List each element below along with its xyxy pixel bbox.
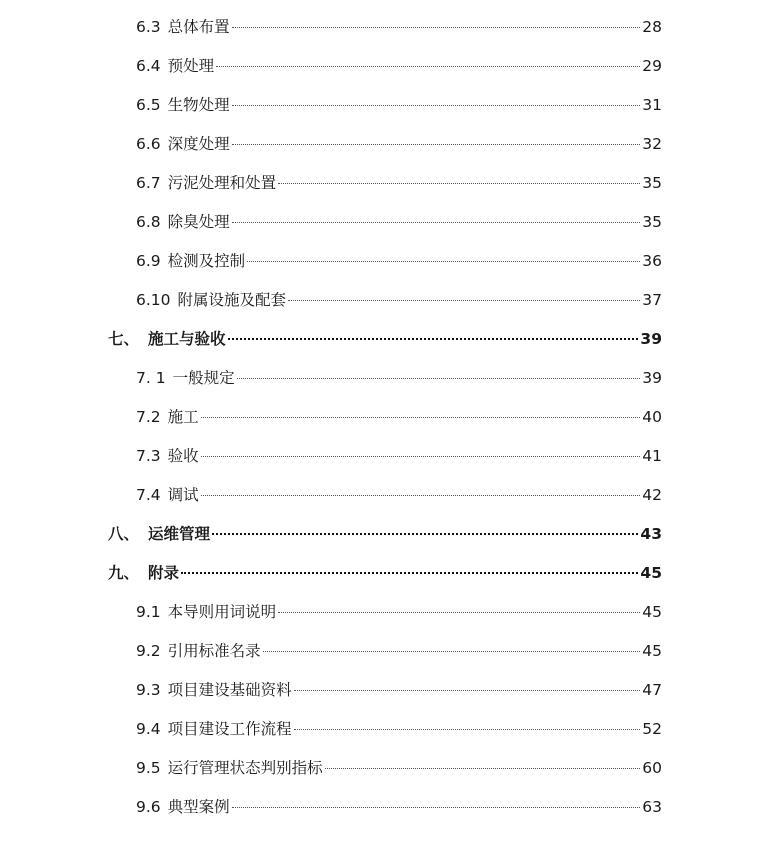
toc-entry-number: 9.1 — [136, 603, 161, 621]
dot-leader — [232, 144, 641, 145]
toc-chapter-number: 七、 — [108, 330, 140, 348]
toc-entry-title: 检测及控制 — [167, 252, 246, 270]
toc-entry-number: 6.10 — [136, 291, 171, 309]
toc-entry-title: 一般规定 — [172, 369, 235, 387]
toc-entry-7-1[interactable] — [0, 358, 779, 396]
dot-leader — [181, 572, 638, 574]
toc-entry-9-4[interactable] — [0, 709, 779, 747]
toc-entry-page: 39 — [640, 330, 662, 348]
toc-entry-6-9[interactable] — [0, 241, 779, 279]
toc-entry-page: 47 — [642, 681, 662, 699]
dot-leader — [294, 690, 641, 691]
toc-entry-page: 37 — [642, 291, 662, 309]
toc-entry-title: 深度处理 — [167, 135, 230, 153]
dot-leader — [237, 378, 641, 379]
toc-entry-title: 本导则用词说明 — [167, 603, 277, 621]
dot-leader — [288, 300, 640, 301]
toc-entry-title: 除臭处理 — [167, 213, 230, 231]
toc-entry-9-5[interactable] — [0, 748, 779, 786]
dot-leader — [201, 456, 641, 457]
toc-entry-page: 45 — [642, 603, 662, 621]
toc-chapter-title: 附录 — [148, 564, 180, 582]
dot-leader — [325, 768, 641, 769]
toc-entry-page: 36 — [642, 252, 662, 270]
toc-entry-6-6[interactable] — [0, 124, 779, 162]
toc-entry-number: 6.3 — [136, 18, 161, 36]
toc-entry-page: 52 — [642, 720, 662, 738]
toc-entry-page: 35 — [642, 174, 662, 192]
dot-leader — [216, 66, 640, 67]
dot-leader — [278, 612, 640, 613]
toc-entry-title: 总体布置 — [167, 18, 230, 36]
toc-entry-number: 6.9 — [136, 252, 161, 270]
toc-entry-6-10[interactable] — [0, 280, 779, 318]
toc-entry-number: 9.4 — [136, 720, 161, 738]
toc-entry-6-4[interactable] — [0, 46, 779, 84]
toc-entry-chapter-8[interactable] — [0, 514, 779, 552]
toc-entry-6-8[interactable] — [0, 202, 779, 240]
toc-entry-page: 28 — [642, 18, 662, 36]
toc-entry-number: 7. 1 — [136, 369, 166, 387]
toc-entry-6-5[interactable] — [0, 85, 779, 123]
toc-entry-9-2[interactable] — [0, 631, 779, 669]
dot-leader — [247, 261, 640, 262]
toc-entry-number: 7.4 — [136, 486, 161, 504]
toc-entry-title: 污泥处理和处置 — [167, 174, 277, 192]
toc-entry-number: 6.8 — [136, 213, 161, 231]
toc-chapter-number: 九、 — [108, 564, 140, 582]
toc-entry-page: 41 — [642, 447, 662, 465]
dot-leader — [232, 807, 641, 808]
toc-entry-page: 39 — [642, 369, 662, 387]
toc-entry-9-3[interactable] — [0, 670, 779, 708]
toc-entry-9-6[interactable] — [0, 787, 779, 825]
toc-entry-page: 45 — [642, 642, 662, 660]
toc-entry-7-2[interactable] — [0, 397, 779, 435]
dot-leader — [232, 222, 641, 223]
dot-leader — [232, 105, 641, 106]
toc-chapter-number: 八、 — [108, 525, 140, 543]
toc-entry-number: 6.7 — [136, 174, 161, 192]
toc-entry-number: 7.3 — [136, 447, 161, 465]
toc-entry-number: 9.5 — [136, 759, 161, 777]
toc-entry-number: 7.2 — [136, 408, 161, 426]
toc-entry-number: 9.3 — [136, 681, 161, 699]
toc-entry-title: 引用标准名录 — [167, 642, 261, 660]
dot-leader — [263, 651, 641, 652]
dot-leader — [228, 338, 639, 340]
toc-entry-title: 典型案例 — [167, 798, 230, 816]
toc-entry-page: 63 — [642, 798, 662, 816]
toc-entry-page: 31 — [642, 96, 662, 114]
toc-entry-page: 60 — [642, 759, 662, 777]
toc-entry-number: 6.4 — [136, 57, 161, 75]
toc-entry-6-3[interactable] — [0, 7, 779, 45]
toc-entry-page: 42 — [642, 486, 662, 504]
toc-entry-page: 29 — [642, 57, 662, 75]
toc-entry-page: 43 — [640, 525, 662, 543]
toc-entry-page: 40 — [642, 408, 662, 426]
toc-entry-title: 运行管理状态判别指标 — [167, 759, 323, 777]
dot-leader — [201, 495, 641, 496]
toc-chapter-title: 施工与验收 — [148, 330, 226, 348]
toc-entry-title: 验收 — [167, 447, 199, 465]
toc-entry-chapter-9[interactable] — [0, 553, 779, 591]
toc-entry-7-3[interactable] — [0, 436, 779, 474]
toc-entry-7-4[interactable] — [0, 475, 779, 513]
toc-entry-9-1[interactable] — [0, 592, 779, 630]
toc-entry-page: 35 — [642, 213, 662, 231]
dot-leader — [201, 417, 641, 418]
toc-entry-title: 施工 — [167, 408, 199, 426]
toc-entry-number: 9.2 — [136, 642, 161, 660]
dot-leader — [212, 533, 638, 535]
dot-leader — [232, 27, 641, 28]
toc-entry-number: 9.6 — [136, 798, 161, 816]
toc-chapter-title: 运维管理 — [148, 525, 211, 543]
dot-leader — [294, 729, 641, 730]
toc-entry-number: 6.6 — [136, 135, 161, 153]
toc-entry-title: 附属设施及配套 — [177, 291, 287, 309]
toc-entry-page: 32 — [642, 135, 662, 153]
toc-entry-chapter-7[interactable] — [0, 319, 779, 357]
toc-entry-title: 项目建设基础资料 — [167, 681, 292, 699]
toc-entry-title: 预处理 — [167, 57, 215, 75]
toc-entry-title: 调试 — [167, 486, 199, 504]
toc-entry-title: 项目建设工作流程 — [167, 720, 292, 738]
dot-leader — [278, 183, 640, 184]
toc-entry-6-7[interactable] — [0, 163, 779, 201]
toc-entry-title: 生物处理 — [167, 96, 230, 114]
toc-entry-page: 45 — [640, 564, 662, 582]
toc-entry-number: 6.5 — [136, 96, 161, 114]
